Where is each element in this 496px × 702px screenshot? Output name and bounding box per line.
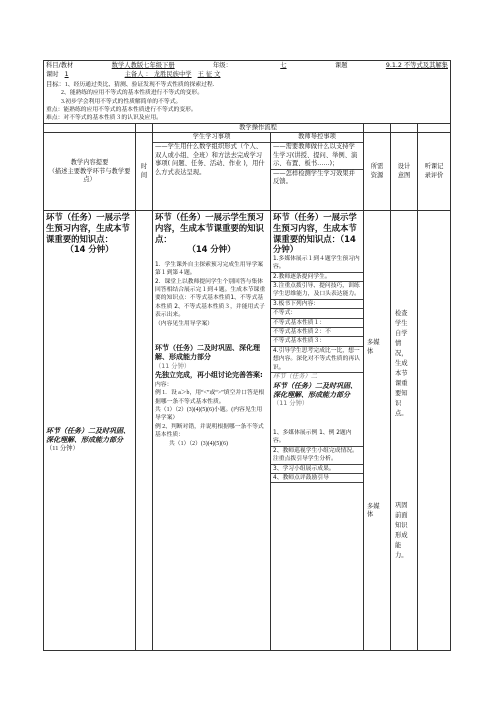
section1-time: （14 分钟）: [65, 244, 114, 255]
section2-title: 环节（任务）二及时巩固、深化理解、形成能力部分: [46, 426, 130, 444]
objectives-line-1: 目标：1、经历通过类比、猜测、验证发现不等式性质的探索过程.: [46, 80, 215, 88]
intent-column-header: 设计意图: [391, 133, 418, 211]
main-content-row: [44, 211, 451, 651]
student-section1-time: （14 分钟）: [187, 244, 236, 255]
header-line-2: [46, 71, 448, 80]
content-summary-cell: [44, 211, 136, 651]
process-title-row: [44, 123, 451, 133]
topic-label: 课题: [334, 62, 348, 69]
student-step-2: 2．课堂上以教师提问学生个别回答与集体回答相结合展示完１到４题。生成本节课重要的知识点：不等式基本性质1、不等式基本性质 2、不等式基本性质３，并能用式子表示出来。: [155, 278, 266, 319]
student-s2-line-3: 共（1）（2）(3)(4)(5)(6)小题。(内容见生用导学案）: [155, 406, 263, 422]
grade: 七: [280, 62, 287, 69]
teacher-section2-lines: 1、多媒体展示例 1、例 2题内容。 2、教师巡视学生小组完成情况。注重点拨引导学生分析。 3、学习小组展示成果。 4、教师点评鼓励引导: [271, 429, 363, 483]
student-step-1: 1．学生课外自主探索预习完成生用导学案第１到第４题。: [155, 261, 264, 277]
intent-cell: [391, 211, 418, 651]
header-line-1: [46, 62, 448, 71]
subject-label: 科目/教材: [46, 62, 74, 69]
objectives-row: [44, 81, 451, 124]
content-column-header: 教学内容提要 （描述主要教学环节与教学要点）: [44, 133, 136, 211]
objectives-line-2: 2、能熟练的应用不等式的基本性质进行不等式的变形。: [61, 90, 204, 97]
student-s2-line-5: 共（1）（2）(3)(4)(5)(6): [169, 440, 228, 447]
section1-title: 环节（任务）一展示学生预习内容，生成本节课重要的知识点：: [46, 212, 130, 244]
student-s2-line-4: 例 2、判断对错，并说明根据哪一条不等式基本性质：: [155, 423, 264, 439]
header-row: [44, 61, 451, 81]
student-s2-line-2: 例 1．设 a＞b，用“<”或“>”填空并口答是根据哪一条不等式基本性质。: [155, 390, 265, 405]
time-column-header: 时间: [136, 133, 153, 211]
student-column-header: 学生学习事项 ——学生用什么数学组织形式（个人、双人或小组、全班）和方法去完成学习事项( 问题、任务、活动、作业 )，用什么方式表达呈现。: [153, 133, 271, 211]
teacher-name: 王 征 文: [197, 70, 221, 78]
eval-column-header: 听课记录评价: [418, 133, 451, 211]
difficulty: 难点：对不等式的基本性质３的认识及应用。: [46, 115, 162, 122]
student-section2-title: 环节（任务）二及时巩固、深化理解、形成能力部分: [155, 343, 260, 362]
teacher-section1-title: 环节（任务）一展示学生预习内容，生成本节课重要的知识点：（14 分钟）: [273, 212, 357, 255]
teacher-section2-time: （11 分钟）: [273, 400, 309, 408]
teacher-section2-label: 环节（任务）二: [273, 372, 318, 380]
resource-cell: [364, 211, 391, 651]
lesson-plan-table: [43, 60, 451, 651]
process-title: 教学操作流程: [153, 123, 364, 133]
teacher-label: 主备人 ： 龙胜民族中学: [124, 70, 192, 78]
time-cell: [136, 211, 153, 651]
textbook: 数学人教版七年级下册: [111, 62, 175, 69]
period-label: 课时: [46, 70, 59, 78]
student-s2-line-1: 内容：: [155, 381, 173, 388]
student-section2-time: （11 分钟）: [155, 362, 191, 370]
resource-section1: 多媒体: [367, 339, 380, 355]
teacher-section2-title: 环节（任务）二及时巩固、深化理解、形成能力部分: [273, 381, 357, 399]
key-point: 重点：能熟练的应用不等式的基本性质进行不等式的变形。: [46, 106, 197, 113]
period: 1: [64, 70, 69, 78]
intent-section2: 巩固前面知识形成能力。: [395, 502, 408, 560]
student-step-note: （内容见生用导学案）: [155, 320, 213, 327]
student-section2-prompt: 先独立完成，再小组讨论完善答案:: [155, 371, 263, 380]
objectives-label: 目标：: [46, 80, 65, 88]
column-header-row: [44, 133, 451, 211]
student-activity-cell: [153, 211, 271, 651]
grade-label: 年级：: [213, 62, 232, 69]
eval-cell: [418, 211, 451, 651]
resource-column-header: 所需资源: [364, 133, 391, 211]
intent-section1: 检查学生自学情况，生成本节课重要知识点。: [395, 310, 408, 418]
teacher-column-header: 教师导控事项 ——需要教师做什么以支持学生学习(讲授、提问、举例、演示、布置、板书……)； ——怎样检测学生学习效果并反馈。: [271, 133, 364, 211]
lesson-plan-sheet: [43, 60, 450, 644]
topic: 9.1.2 不等式及其解集: [385, 62, 448, 69]
section2-time: （11 分钟）: [46, 444, 79, 452]
teacher-guidance-cell: [271, 211, 364, 651]
student-section1-title: 环节（任务）一展示学生预习内容，生成本节课重要的知识点：: [155, 212, 264, 244]
objectives-line-3: 3.初步学会利用不等式的性质解简单的不等式。: [61, 98, 182, 105]
resource-section2: 多媒体: [367, 502, 380, 519]
teacher-section1-lines: 1.多媒体展示１到４题学生预习内容。 2.教师逐条提问学生。 3.注重点拨引导、提问技巧，训练学生思维能力，及口头表达能力。 3.板书下列内容： 不等式： 不等式基本性质１： 不等式基本性质２：不 不等式基本性质３： 4.引导学生思考完成比一比，想一想内容。深化对不等式性质的再认识。: [271, 255, 363, 373]
